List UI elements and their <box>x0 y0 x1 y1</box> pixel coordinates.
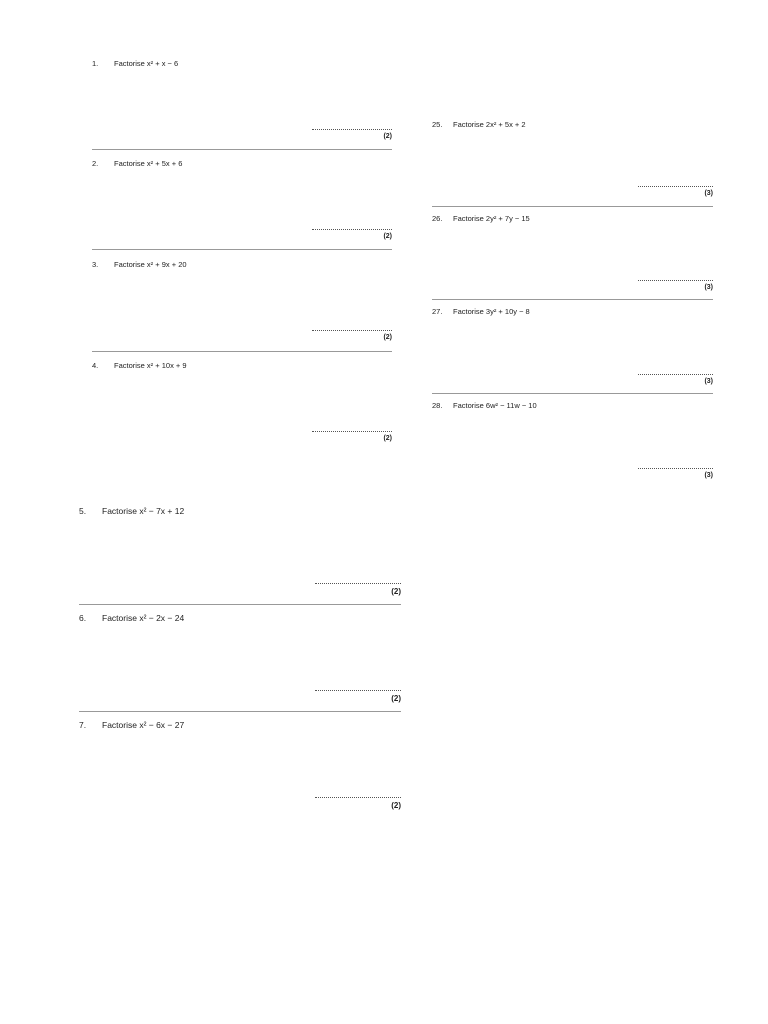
question-text: Factorise 2y² + 7y − 15 <box>453 214 530 223</box>
divider <box>92 149 392 150</box>
question-number: 7. <box>79 720 87 730</box>
marks-label: (3) <box>704 378 713 385</box>
question-4 <box>92 361 392 451</box>
divider <box>92 249 392 250</box>
question-number: 5. <box>79 506 87 516</box>
question-number: 28. <box>432 401 443 410</box>
question-27 <box>432 307 713 395</box>
answer-line[interactable] <box>638 374 713 375</box>
question-text: Factorise x² − 2x − 24 <box>102 613 185 623</box>
marks-label: (2) <box>383 435 392 442</box>
question-text: Factorise 2x² + 5x + 2 <box>453 120 526 129</box>
question-number: 25. <box>432 120 443 129</box>
marks-label: (3) <box>704 284 713 291</box>
question-text: Factorise 3y² + 10y − 8 <box>453 307 530 316</box>
question-text: Factorise x² − 7x + 12 <box>102 506 185 516</box>
question-number: 6. <box>79 613 87 623</box>
question-text: Factorise 6w² − 11w − 10 <box>453 401 537 410</box>
question-26 <box>432 214 713 302</box>
divider <box>79 711 401 712</box>
question-text: Factorise x² + 10x + 9 <box>114 361 187 370</box>
question-number: 27. <box>432 307 443 316</box>
question-text: Factorise x² + 9x + 20 <box>114 260 187 269</box>
question-2 <box>92 159 392 251</box>
answer-line[interactable] <box>638 468 713 469</box>
question-number: 2. <box>92 159 99 168</box>
marks-label: (3) <box>704 472 713 479</box>
question-text: Factorise x² + 5x + 6 <box>114 159 183 168</box>
divider <box>92 351 392 352</box>
question-28 <box>432 401 713 485</box>
marks-label: (2) <box>383 334 392 341</box>
answer-line[interactable] <box>312 431 392 432</box>
answer-line[interactable] <box>312 129 392 130</box>
divider <box>79 604 401 605</box>
marks-label: (2) <box>391 694 401 703</box>
marks-label: (2) <box>391 587 401 596</box>
question-3 <box>92 260 392 354</box>
answer-line[interactable] <box>315 690 401 691</box>
question-text: Factorise x² − 6x − 27 <box>102 720 185 730</box>
answer-line[interactable] <box>315 583 401 584</box>
answer-line[interactable] <box>312 229 392 230</box>
answer-line[interactable] <box>638 186 713 187</box>
question-25 <box>432 120 713 208</box>
marks-label: (3) <box>704 190 713 197</box>
question-number: 1. <box>92 59 99 68</box>
question-number: 26. <box>432 214 443 223</box>
question-6 <box>79 613 401 715</box>
question-5 <box>79 506 401 608</box>
question-number: 4. <box>92 361 99 370</box>
answer-line[interactable] <box>315 797 401 798</box>
answer-line[interactable] <box>312 330 392 331</box>
divider <box>432 299 713 300</box>
marks-label: (2) <box>383 233 392 240</box>
question-1 <box>92 59 392 151</box>
divider <box>432 393 713 394</box>
marks-label: (2) <box>383 133 392 140</box>
marks-label: (2) <box>391 801 401 810</box>
answer-line[interactable] <box>638 280 713 281</box>
question-7 <box>79 720 401 820</box>
question-text: Factorise x² + x − 6 <box>114 59 179 68</box>
question-number: 3. <box>92 260 99 269</box>
divider <box>432 206 713 207</box>
